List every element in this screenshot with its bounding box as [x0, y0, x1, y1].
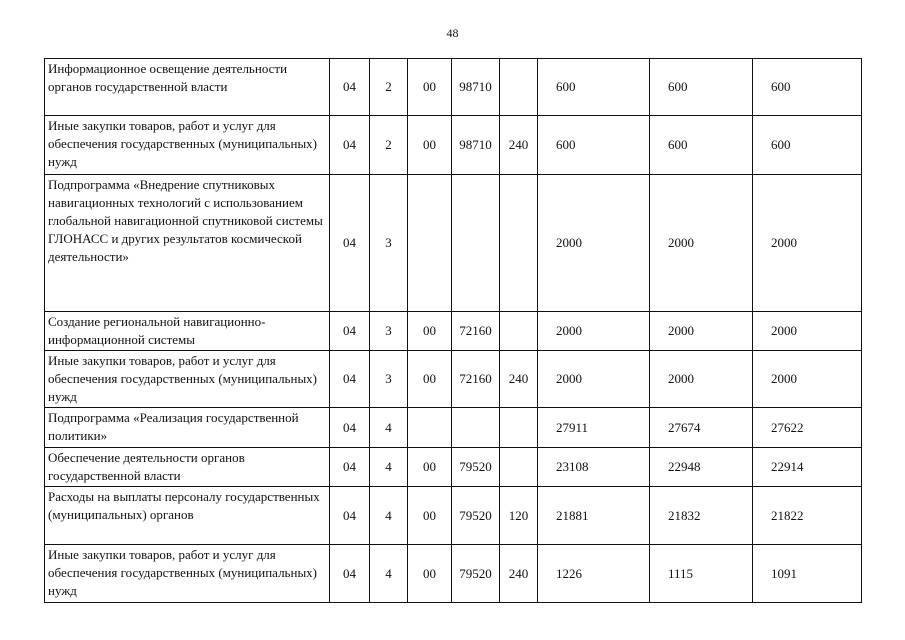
table-row	[45, 351, 862, 408]
subprogram-code-cell	[408, 408, 452, 448]
article-code-cell: 72160	[452, 351, 500, 408]
amount-year3-cell: 2000	[753, 312, 862, 351]
row-name-cell: Иные закупки товаров, работ и услуг для обеспечения государственных (муниципальных) нужд	[45, 351, 330, 408]
amount-year2-cell: 21832	[650, 487, 753, 545]
amount-year1-cell: 1226	[538, 545, 650, 603]
amount-year3-cell: 2000	[753, 175, 862, 312]
row-name-cell: Обеспечение деятельности органов государственной власти	[45, 448, 330, 487]
amount-year2-cell: 22948	[650, 448, 753, 487]
program-code-cell: 3	[370, 312, 408, 351]
article-code-cell: 72160	[452, 312, 500, 351]
amount-year3-cell: 2000	[753, 351, 862, 408]
article-code-cell: 98710	[452, 59, 500, 116]
amount-year1-cell: 600	[538, 116, 650, 175]
row-name-cell: Подпрограмма «Внедрение спутниковых навигационных технологий с использованием глобальной навигационной спутниковой системы ГЛОНАСС и других результатов космической деятельности»	[45, 175, 330, 312]
amount-year2-cell: 600	[650, 59, 753, 116]
expense-type-cell	[500, 175, 538, 312]
amount-year2-cell: 2000	[650, 175, 753, 312]
section-code-cell: 04	[330, 545, 370, 603]
article-code-cell: 79520	[452, 487, 500, 545]
table-row	[45, 116, 862, 175]
expense-type-cell	[500, 59, 538, 116]
budget-table	[44, 58, 862, 603]
section-code-cell: 04	[330, 175, 370, 312]
subprogram-code-cell: 00	[408, 448, 452, 487]
amount-year1-cell: 2000	[538, 351, 650, 408]
amount-year3-cell: 21822	[753, 487, 862, 545]
amount-year3-cell: 27622	[753, 408, 862, 448]
amount-year1-cell: 21881	[538, 487, 650, 545]
section-code-cell: 04	[330, 59, 370, 116]
row-name-cell: Подпрограмма «Реализация государственной политики»	[45, 408, 330, 448]
amount-year2-cell: 27674	[650, 408, 753, 448]
amount-year3-cell: 22914	[753, 448, 862, 487]
section-code-cell: 04	[330, 116, 370, 175]
table-row	[45, 175, 862, 312]
table-row	[45, 545, 862, 603]
section-code-cell: 04	[330, 487, 370, 545]
article-code-cell: 79520	[452, 545, 500, 603]
amount-year1-cell: 2000	[538, 175, 650, 312]
article-code-cell	[452, 408, 500, 448]
amount-year1-cell: 2000	[538, 312, 650, 351]
row-name-cell: Расходы на выплаты персоналу государственных (муниципальных) органов	[45, 487, 330, 545]
expense-type-cell: 120	[500, 487, 538, 545]
row-name-cell: Информационное освещение деятельности органов государственной власти	[45, 59, 330, 116]
article-code-cell	[452, 175, 500, 312]
page-number: 48	[446, 26, 459, 40]
amount-year1-cell: 27911	[538, 408, 650, 448]
section-code-cell: 04	[330, 351, 370, 408]
amount-year3-cell: 600	[753, 59, 862, 116]
amount-year3-cell: 1091	[753, 545, 862, 603]
subprogram-code-cell: 00	[408, 351, 452, 408]
program-code-cell: 4	[370, 448, 408, 487]
row-name-cell: Иные закупки товаров, работ и услуг для обеспечения государственных (муниципальных) нужд	[45, 116, 330, 175]
row-name-cell: Иные закупки товаров, работ и услуг для обеспечения государственных (муниципальных) нужд	[45, 545, 330, 603]
program-code-cell: 3	[370, 351, 408, 408]
section-code-cell: 04	[330, 448, 370, 487]
article-code-cell: 98710	[452, 116, 500, 175]
subprogram-code-cell: 00	[408, 545, 452, 603]
amount-year1-cell: 600	[538, 59, 650, 116]
expense-type-cell: 240	[500, 545, 538, 603]
amount-year2-cell: 600	[650, 116, 753, 175]
amount-year1-cell: 23108	[538, 448, 650, 487]
section-code-cell: 04	[330, 408, 370, 448]
program-code-cell: 4	[370, 545, 408, 603]
subprogram-code-cell: 00	[408, 312, 452, 351]
row-name-cell: Создание региональной навигационно-информационной системы	[45, 312, 330, 351]
table-row	[45, 448, 862, 487]
program-code-cell: 3	[370, 175, 408, 312]
expense-type-cell	[500, 448, 538, 487]
expense-type-cell: 240	[500, 116, 538, 175]
program-code-cell: 2	[370, 59, 408, 116]
table-row	[45, 59, 862, 116]
amount-year2-cell: 2000	[650, 312, 753, 351]
program-code-cell: 2	[370, 116, 408, 175]
amount-year3-cell: 600	[753, 116, 862, 175]
article-code-cell: 79520	[452, 448, 500, 487]
section-code-cell: 04	[330, 312, 370, 351]
table-row	[45, 487, 862, 545]
subprogram-code-cell: 00	[408, 116, 452, 175]
subprogram-code-cell: 00	[408, 59, 452, 116]
amount-year2-cell: 2000	[650, 351, 753, 408]
expense-type-cell: 240	[500, 351, 538, 408]
table-row	[45, 408, 862, 448]
table-row	[45, 312, 862, 351]
expense-type-cell	[500, 408, 538, 448]
program-code-cell: 4	[370, 487, 408, 545]
subprogram-code-cell	[408, 175, 452, 312]
expense-type-cell	[500, 312, 538, 351]
subprogram-code-cell: 00	[408, 487, 452, 545]
amount-year2-cell: 1115	[650, 545, 753, 603]
program-code-cell: 4	[370, 408, 408, 448]
